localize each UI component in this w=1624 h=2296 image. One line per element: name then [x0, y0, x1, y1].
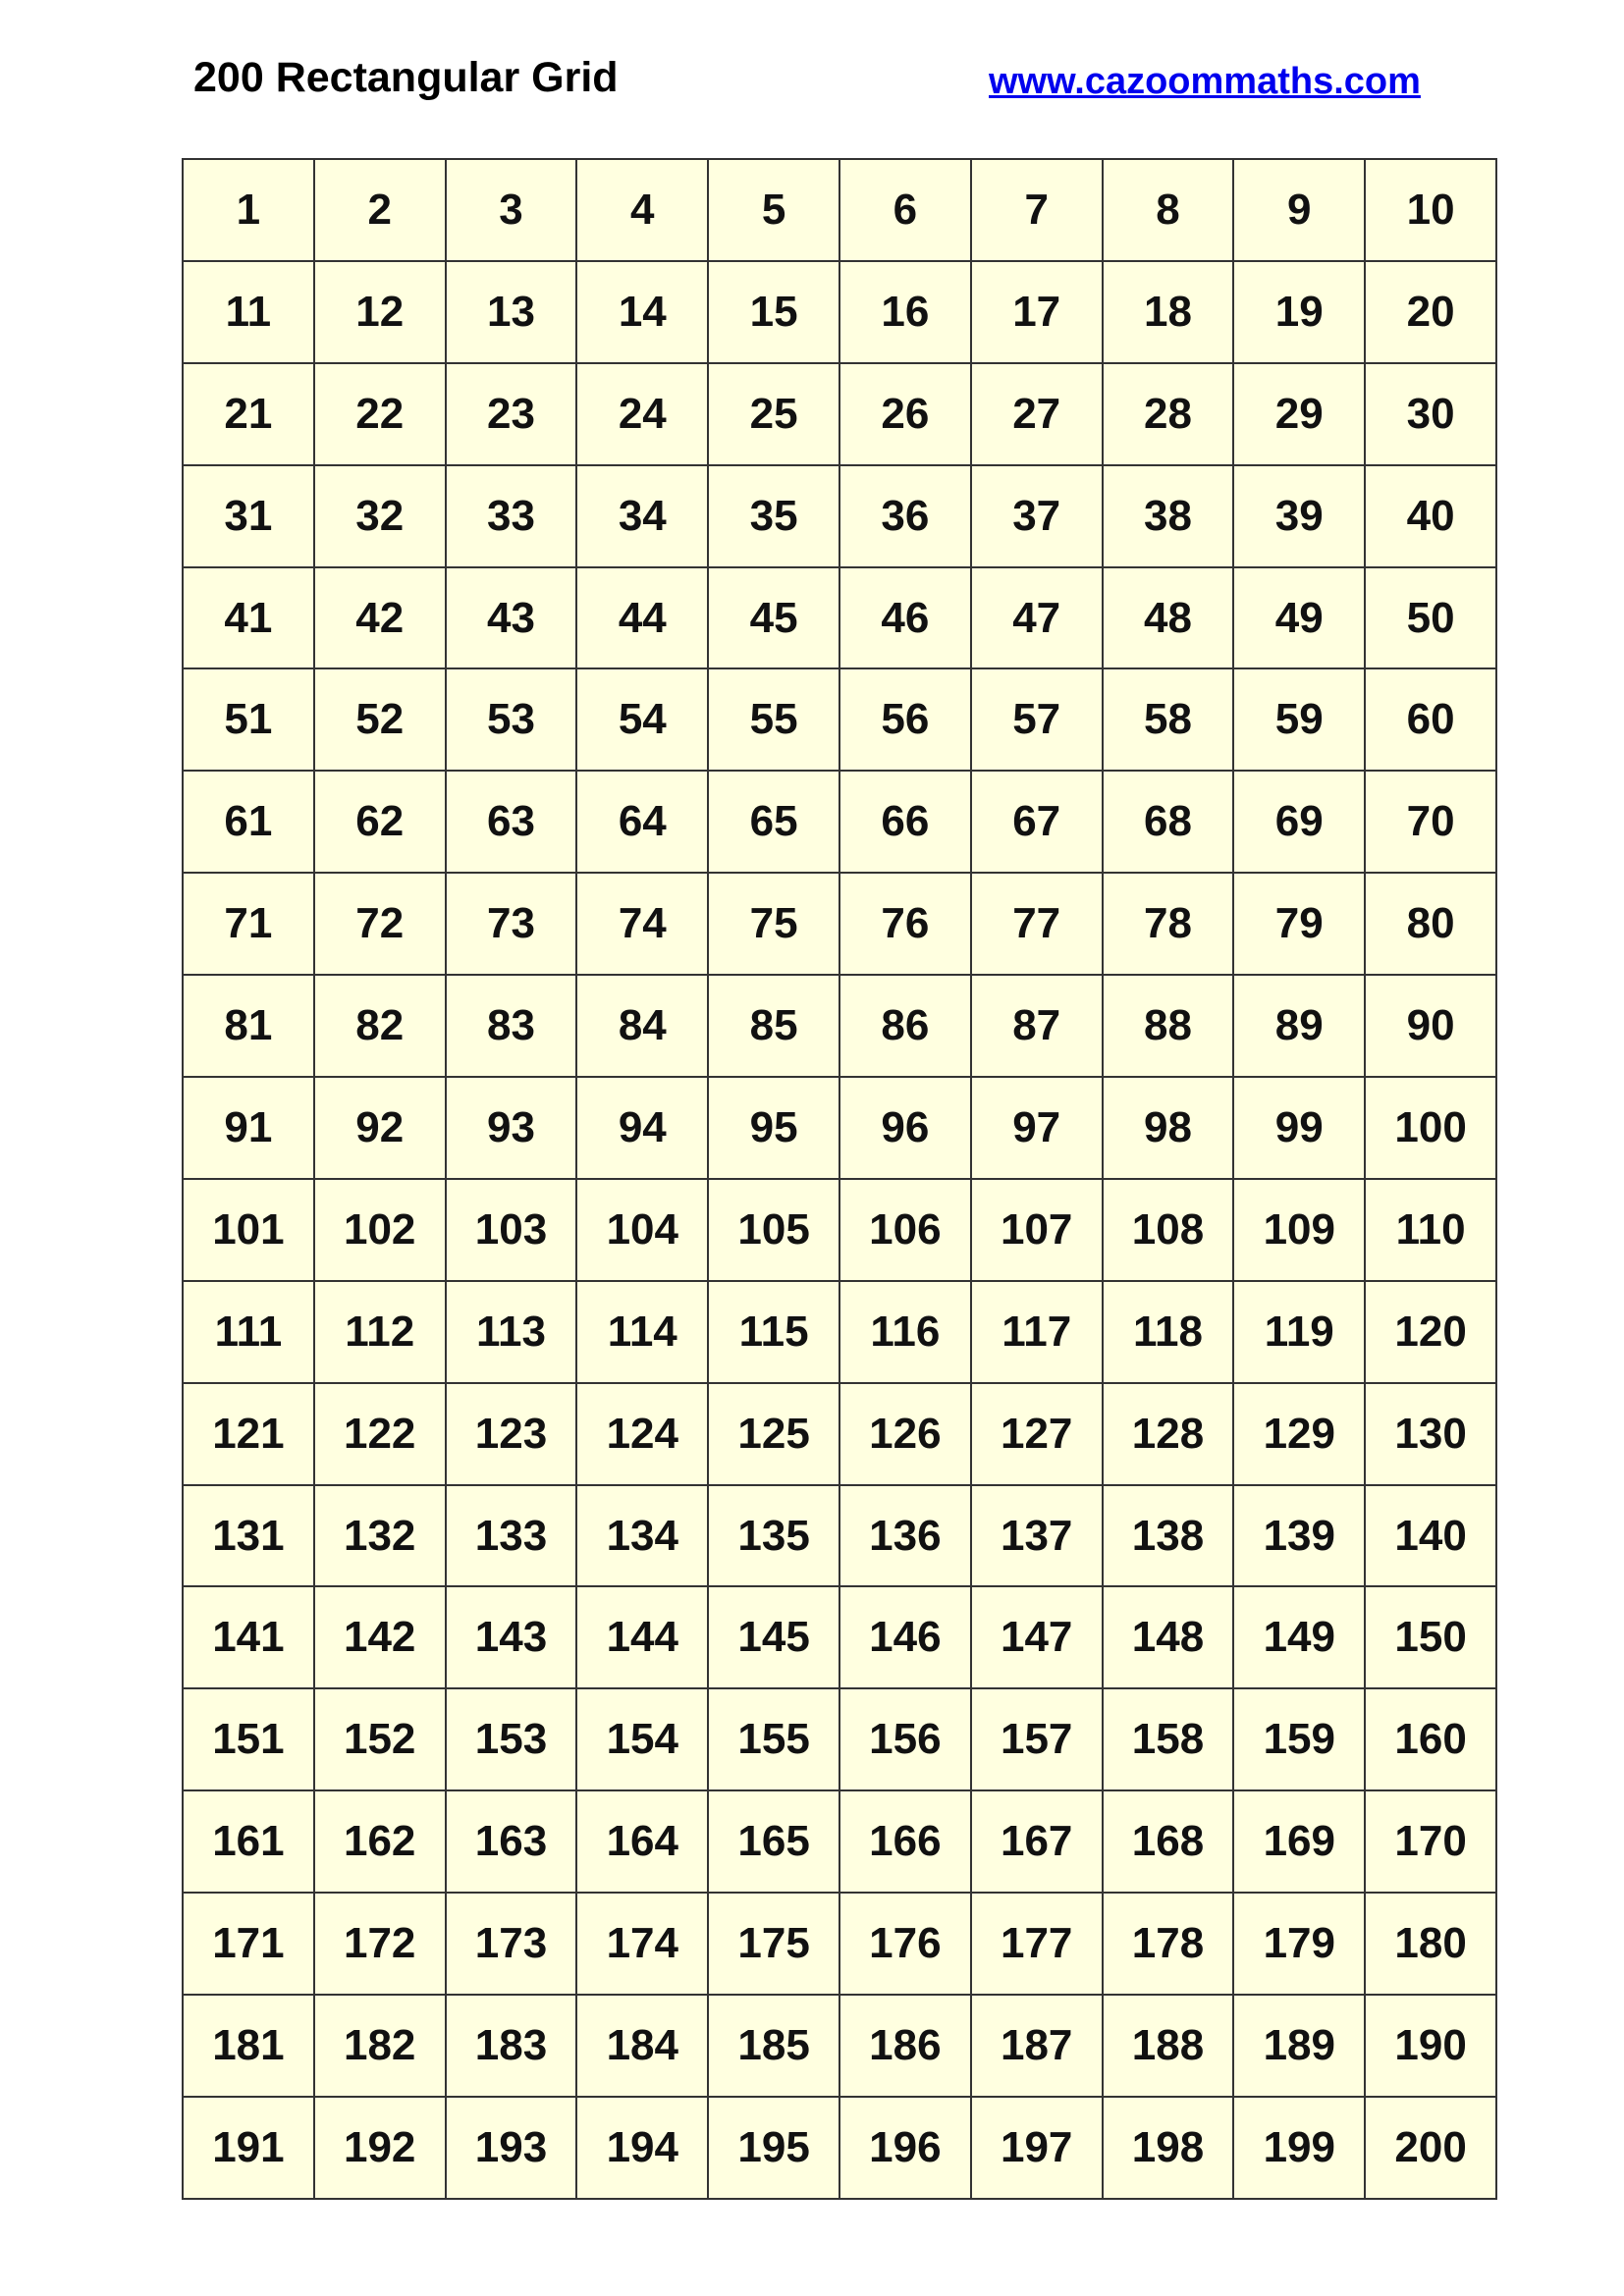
grid-cell: 142: [314, 1586, 446, 1688]
grid-cell: 129: [1233, 1383, 1365, 1485]
grid-cell: 50: [1365, 567, 1496, 669]
grid-cell: 101: [183, 1179, 314, 1281]
grid-cell: 135: [708, 1485, 839, 1587]
grid-row: [183, 363, 1496, 465]
grid-cell: 157: [971, 1688, 1103, 1790]
grid-cell: 121: [183, 1383, 314, 1485]
grid-cell: 107: [971, 1179, 1103, 1281]
grid-cell: 115: [708, 1281, 839, 1383]
grid-row: [183, 2097, 1496, 2199]
grid-cell: 174: [576, 1893, 708, 1995]
grid-cell: 60: [1365, 668, 1496, 771]
grid-cell: 55: [708, 668, 839, 771]
grid-cell: 153: [446, 1688, 577, 1790]
grid-cell: 173: [446, 1893, 577, 1995]
grid-cell: 196: [839, 2097, 971, 2199]
grid-cell: 18: [1103, 261, 1234, 363]
grid-cell: 29: [1233, 363, 1365, 465]
grid-cell: 110: [1365, 1179, 1496, 1281]
grid-row: [183, 465, 1496, 567]
grid-cell: 120: [1365, 1281, 1496, 1383]
grid-cell: 138: [1103, 1485, 1234, 1587]
grid-cell: 99: [1233, 1077, 1365, 1179]
grid-cell: 53: [446, 668, 577, 771]
grid-cell: 170: [1365, 1790, 1496, 1893]
grid-cell: 116: [839, 1281, 971, 1383]
grid-cell: 72: [314, 873, 446, 975]
grid-cell: 167: [971, 1790, 1103, 1893]
grid-cell: 86: [839, 975, 971, 1077]
grid-cell: 43: [446, 567, 577, 669]
grid-cell: 159: [1233, 1688, 1365, 1790]
grid-cell: 108: [1103, 1179, 1234, 1281]
grid-cell: 165: [708, 1790, 839, 1893]
grid-cell: 82: [314, 975, 446, 1077]
grid-cell: 47: [971, 567, 1103, 669]
grid-cell: 9: [1233, 159, 1365, 261]
grid-row: [183, 1893, 1496, 1995]
grid-cell: 175: [708, 1893, 839, 1995]
grid-cell: 106: [839, 1179, 971, 1281]
grid-cell: 177: [971, 1893, 1103, 1995]
grid-cell: 59: [1233, 668, 1365, 771]
grid-cell: 65: [708, 771, 839, 873]
grid-cell: 69: [1233, 771, 1365, 873]
grid-cell: 181: [183, 1995, 314, 2097]
grid-cell: 87: [971, 975, 1103, 1077]
grid-cell: 125: [708, 1383, 839, 1485]
grid-cell: 35: [708, 465, 839, 567]
grid-cell: 100: [1365, 1077, 1496, 1179]
grid-cell: 127: [971, 1383, 1103, 1485]
grid-cell: 141: [183, 1586, 314, 1688]
grid-cell: 4: [576, 159, 708, 261]
grid-cell: 97: [971, 1077, 1103, 1179]
grid-cell: 48: [1103, 567, 1234, 669]
grid-cell: 102: [314, 1179, 446, 1281]
grid-cell: 118: [1103, 1281, 1234, 1383]
grid-cell: 81: [183, 975, 314, 1077]
grid-cell: 148: [1103, 1586, 1234, 1688]
grid-cell: 190: [1365, 1995, 1496, 2097]
grid-cell: 22: [314, 363, 446, 465]
grid-cell: 95: [708, 1077, 839, 1179]
grid-cell: 79: [1233, 873, 1365, 975]
grid-cell: 104: [576, 1179, 708, 1281]
grid-cell: 124: [576, 1383, 708, 1485]
grid-cell: 34: [576, 465, 708, 567]
grid-cell: 73: [446, 873, 577, 975]
grid-cell: 71: [183, 873, 314, 975]
grid-row: [183, 771, 1496, 873]
grid-cell: 10: [1365, 159, 1496, 261]
grid-cell: 66: [839, 771, 971, 873]
number-grid: [182, 158, 1497, 2200]
grid-cell: 31: [183, 465, 314, 567]
grid-cell: 163: [446, 1790, 577, 1893]
grid-cell: 37: [971, 465, 1103, 567]
grid-cell: 109: [1233, 1179, 1365, 1281]
grid-row: [183, 1281, 1496, 1383]
grid-cell: 152: [314, 1688, 446, 1790]
grid-cell: 155: [708, 1688, 839, 1790]
grid-cell: 103: [446, 1179, 577, 1281]
grid-cell: 168: [1103, 1790, 1234, 1893]
grid-cell: 171: [183, 1893, 314, 1995]
grid-row: [183, 1995, 1496, 2097]
grid-cell: 61: [183, 771, 314, 873]
grid-row: [183, 1077, 1496, 1179]
grid-cell: 134: [576, 1485, 708, 1587]
grid-row: [183, 873, 1496, 975]
grid-cell: 199: [1233, 2097, 1365, 2199]
grid-cell: 113: [446, 1281, 577, 1383]
grid-row: [183, 1383, 1496, 1485]
grid-cell: 187: [971, 1995, 1103, 2097]
grid-cell: 41: [183, 567, 314, 669]
grid-cell: 145: [708, 1586, 839, 1688]
grid-cell: 169: [1233, 1790, 1365, 1893]
grid-cell: 49: [1233, 567, 1365, 669]
grid-cell: 83: [446, 975, 577, 1077]
grid-cell: 151: [183, 1688, 314, 1790]
grid-cell: 194: [576, 2097, 708, 2199]
grid-cell: 172: [314, 1893, 446, 1995]
grid-row: [183, 668, 1496, 771]
grid-cell: 52: [314, 668, 446, 771]
grid-cell: 184: [576, 1995, 708, 2097]
grid-cell: 111: [183, 1281, 314, 1383]
grid-cell: 20: [1365, 261, 1496, 363]
grid-cell: 3: [446, 159, 577, 261]
grid-cell: 180: [1365, 1893, 1496, 1995]
grid-cell: 26: [839, 363, 971, 465]
grid-cell: 92: [314, 1077, 446, 1179]
grid-cell: 27: [971, 363, 1103, 465]
grid-cell: 117: [971, 1281, 1103, 1383]
grid-cell: 28: [1103, 363, 1234, 465]
grid-cell: 16: [839, 261, 971, 363]
grid-cell: 6: [839, 159, 971, 261]
grid-cell: 158: [1103, 1688, 1234, 1790]
grid-cell: 94: [576, 1077, 708, 1179]
grid-cell: 42: [314, 567, 446, 669]
grid-cell: 40: [1365, 465, 1496, 567]
grid-cell: 77: [971, 873, 1103, 975]
grid-cell: 33: [446, 465, 577, 567]
grid-cell: 160: [1365, 1688, 1496, 1790]
grid-cell: 189: [1233, 1995, 1365, 2097]
grid-cell: 112: [314, 1281, 446, 1383]
grid-cell: 143: [446, 1586, 577, 1688]
grid-cell: 119: [1233, 1281, 1365, 1383]
grid-cell: 24: [576, 363, 708, 465]
grid-cell: 36: [839, 465, 971, 567]
grid-cell: 133: [446, 1485, 577, 1587]
grid-cell: 183: [446, 1995, 577, 2097]
grid-cell: 198: [1103, 2097, 1234, 2199]
number-grid-body: [183, 159, 1496, 2199]
grid-cell: 164: [576, 1790, 708, 1893]
grid-cell: 30: [1365, 363, 1496, 465]
grid-cell: 192: [314, 2097, 446, 2199]
grid-cell: 200: [1365, 2097, 1496, 2199]
grid-row: [183, 975, 1496, 1077]
grid-cell: 19: [1233, 261, 1365, 363]
grid-cell: 89: [1233, 975, 1365, 1077]
grid-cell: 90: [1365, 975, 1496, 1077]
grid-cell: 178: [1103, 1893, 1234, 1995]
grid-cell: 98: [1103, 1077, 1234, 1179]
grid-row: [183, 1688, 1496, 1790]
grid-cell: 132: [314, 1485, 446, 1587]
grid-cell: 179: [1233, 1893, 1365, 1995]
grid-cell: 96: [839, 1077, 971, 1179]
grid-cell: 14: [576, 261, 708, 363]
grid-cell: 32: [314, 465, 446, 567]
grid-cell: 64: [576, 771, 708, 873]
grid-cell: 8: [1103, 159, 1234, 261]
grid-cell: 15: [708, 261, 839, 363]
grid-cell: 154: [576, 1688, 708, 1790]
grid-cell: 122: [314, 1383, 446, 1485]
grid-cell: 166: [839, 1790, 971, 1893]
website-link[interactable]: www.cazoommaths.com: [989, 61, 1421, 102]
grid-cell: 23: [446, 363, 577, 465]
grid-cell: 193: [446, 2097, 577, 2199]
grid-cell: 51: [183, 668, 314, 771]
grid-cell: 128: [1103, 1383, 1234, 1485]
grid-cell: 136: [839, 1485, 971, 1587]
grid-cell: 85: [708, 975, 839, 1077]
grid-cell: 126: [839, 1383, 971, 1485]
grid-cell: 149: [1233, 1586, 1365, 1688]
grid-cell: 80: [1365, 873, 1496, 975]
grid-cell: 5: [708, 159, 839, 261]
grid-cell: 62: [314, 771, 446, 873]
grid-row: [183, 1179, 1496, 1281]
grid-cell: 137: [971, 1485, 1103, 1587]
grid-cell: 75: [708, 873, 839, 975]
grid-cell: 54: [576, 668, 708, 771]
grid-cell: 195: [708, 2097, 839, 2199]
grid-cell: 13: [446, 261, 577, 363]
grid-cell: 191: [183, 2097, 314, 2199]
grid-row: [183, 1586, 1496, 1688]
grid-cell: 78: [1103, 873, 1234, 975]
grid-cell: 67: [971, 771, 1103, 873]
grid-row: [183, 159, 1496, 261]
grid-cell: 123: [446, 1383, 577, 1485]
grid-cell: 162: [314, 1790, 446, 1893]
grid-row: [183, 567, 1496, 669]
grid-cell: 11: [183, 261, 314, 363]
grid-cell: 176: [839, 1893, 971, 1995]
grid-cell: 186: [839, 1995, 971, 2097]
grid-cell: 12: [314, 261, 446, 363]
grid-cell: 58: [1103, 668, 1234, 771]
grid-cell: 147: [971, 1586, 1103, 1688]
grid-cell: 105: [708, 1179, 839, 1281]
grid-cell: 156: [839, 1688, 971, 1790]
grid-cell: 185: [708, 1995, 839, 2097]
grid-row: [183, 261, 1496, 363]
grid-cell: 39: [1233, 465, 1365, 567]
grid-cell: 2: [314, 159, 446, 261]
grid-cell: 131: [183, 1485, 314, 1587]
grid-cell: 93: [446, 1077, 577, 1179]
grid-cell: 17: [971, 261, 1103, 363]
page-title: 200 Rectangular Grid: [193, 54, 619, 101]
grid-cell: 146: [839, 1586, 971, 1688]
grid-cell: 144: [576, 1586, 708, 1688]
grid-cell: 84: [576, 975, 708, 1077]
grid-cell: 76: [839, 873, 971, 975]
grid-cell: 88: [1103, 975, 1234, 1077]
grid-cell: 139: [1233, 1485, 1365, 1587]
grid-cell: 140: [1365, 1485, 1496, 1587]
grid-cell: 188: [1103, 1995, 1234, 2097]
grid-cell: 68: [1103, 771, 1234, 873]
grid-cell: 38: [1103, 465, 1234, 567]
grid-cell: 161: [183, 1790, 314, 1893]
grid-cell: 56: [839, 668, 971, 771]
grid-cell: 74: [576, 873, 708, 975]
grid-cell: 91: [183, 1077, 314, 1179]
grid-cell: 63: [446, 771, 577, 873]
grid-cell: 44: [576, 567, 708, 669]
grid-cell: 70: [1365, 771, 1496, 873]
grid-cell: 21: [183, 363, 314, 465]
grid-cell: 46: [839, 567, 971, 669]
grid-cell: 130: [1365, 1383, 1496, 1485]
grid-cell: 25: [708, 363, 839, 465]
grid-cell: 182: [314, 1995, 446, 2097]
grid-cell: 57: [971, 668, 1103, 771]
grid-cell: 45: [708, 567, 839, 669]
grid-cell: 197: [971, 2097, 1103, 2199]
grid-cell: 1: [183, 159, 314, 261]
grid-cell: 150: [1365, 1586, 1496, 1688]
grid-row: [183, 1485, 1496, 1587]
grid-row: [183, 1790, 1496, 1893]
grid-cell: 114: [576, 1281, 708, 1383]
grid-cell: 7: [971, 159, 1103, 261]
